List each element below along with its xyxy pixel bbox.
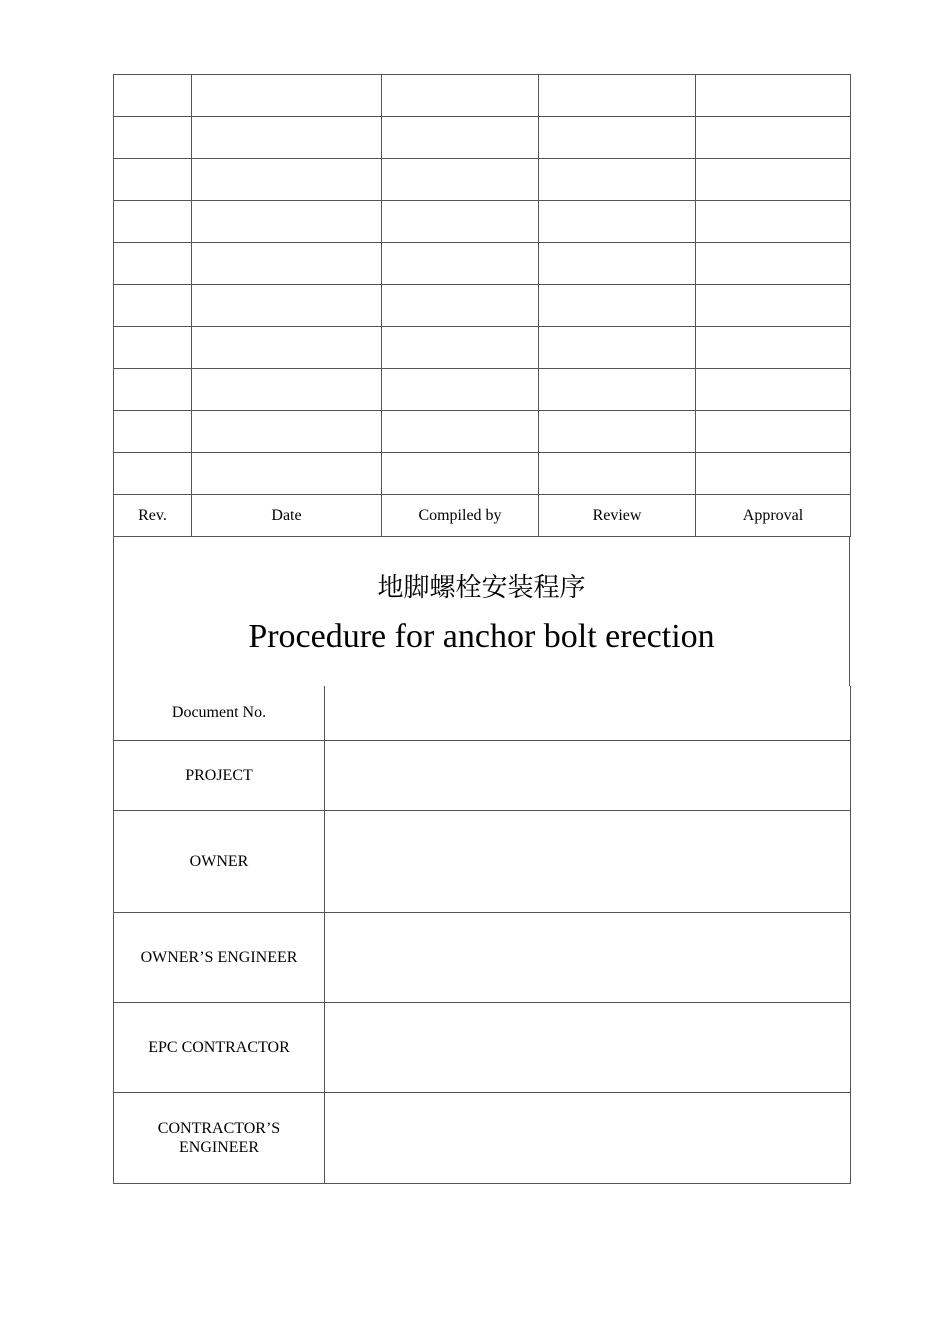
contractors-engineer-label: CONTRACTOR’S ENGINEER xyxy=(114,1092,325,1183)
contractors-engineer-field[interactable] xyxy=(325,1092,851,1183)
date-cell[interactable] xyxy=(192,411,382,453)
compiled-by-cell[interactable] xyxy=(382,243,539,285)
project-label: PROJECT xyxy=(114,740,325,810)
owners-engineer-label: OWNER’S ENGINEER xyxy=(114,912,325,1002)
revision-header-row xyxy=(114,495,851,537)
title-english: Procedure for anchor bolt erection xyxy=(248,617,715,655)
rev-cell[interactable] xyxy=(114,453,192,495)
document-no-row xyxy=(114,686,851,740)
project-row xyxy=(114,740,851,810)
project-info-table xyxy=(113,686,851,1184)
approval-cell[interactable] xyxy=(696,411,851,453)
owner-label: OWNER xyxy=(114,810,325,912)
revision-row xyxy=(114,411,851,453)
rev-cell[interactable] xyxy=(114,201,192,243)
compiled-by-cell[interactable] xyxy=(382,411,539,453)
rev-header: Rev. xyxy=(114,495,192,537)
rev-cell[interactable] xyxy=(114,411,192,453)
owner-row xyxy=(114,810,851,912)
date-cell[interactable] xyxy=(192,453,382,495)
title-chinese: 地脚螺栓安装程序 xyxy=(377,572,586,603)
rev-cell[interactable] xyxy=(114,117,192,159)
approval-cell[interactable] xyxy=(696,285,851,327)
date-cell[interactable] xyxy=(192,75,382,117)
owner-field[interactable] xyxy=(325,810,851,912)
compiled-by-cell[interactable] xyxy=(382,453,539,495)
revision-row xyxy=(114,285,851,327)
approval-header: Approval xyxy=(696,495,851,537)
revision-row xyxy=(114,159,851,201)
owners-engineer-row xyxy=(114,912,851,1002)
review-cell[interactable] xyxy=(539,327,696,369)
compiled-by-cell[interactable] xyxy=(382,327,539,369)
owners-engineer-field[interactable] xyxy=(325,912,851,1002)
compiled-by-cell[interactable] xyxy=(382,159,539,201)
approval-cell[interactable] xyxy=(696,369,851,411)
revision-row xyxy=(114,369,851,411)
approval-cell[interactable] xyxy=(696,75,851,117)
approval-cell[interactable] xyxy=(696,243,851,285)
review-cell[interactable] xyxy=(539,453,696,495)
rev-cell[interactable] xyxy=(114,75,192,117)
revision-row xyxy=(114,201,851,243)
revision-row xyxy=(114,327,851,369)
contractors-engineer-row xyxy=(114,1092,851,1183)
compiled-by-cell[interactable] xyxy=(382,117,539,159)
review-header: Review xyxy=(539,495,696,537)
revision-row xyxy=(114,453,851,495)
date-cell[interactable] xyxy=(192,369,382,411)
rev-cell[interactable] xyxy=(114,243,192,285)
review-cell[interactable] xyxy=(539,285,696,327)
date-cell[interactable] xyxy=(192,201,382,243)
review-cell[interactable] xyxy=(539,201,696,243)
approval-cell[interactable] xyxy=(696,327,851,369)
cover-sheet xyxy=(113,74,850,1184)
date-header: Date xyxy=(192,495,382,537)
revision-table xyxy=(113,74,851,537)
date-cell[interactable] xyxy=(192,285,382,327)
epc-contractor-field[interactable] xyxy=(325,1002,851,1092)
compiled-by-cell[interactable] xyxy=(382,201,539,243)
rev-cell[interactable] xyxy=(114,285,192,327)
epc-contractor-row xyxy=(114,1002,851,1092)
rev-cell[interactable] xyxy=(114,159,192,201)
date-cell[interactable] xyxy=(192,243,382,285)
revision-row xyxy=(114,243,851,285)
compiled-by-cell[interactable] xyxy=(382,75,539,117)
date-cell[interactable] xyxy=(192,117,382,159)
compiled-by-cell[interactable] xyxy=(382,285,539,327)
project-field[interactable] xyxy=(325,740,851,810)
review-cell[interactable] xyxy=(539,117,696,159)
approval-cell[interactable] xyxy=(696,453,851,495)
review-cell[interactable] xyxy=(539,159,696,201)
revision-rows xyxy=(114,75,851,495)
date-cell[interactable] xyxy=(192,159,382,201)
review-cell[interactable] xyxy=(539,75,696,117)
epc-contractor-label: EPC CONTRACTOR xyxy=(114,1002,325,1092)
document-no-label: Document No. xyxy=(114,686,325,740)
compiled-by-cell[interactable] xyxy=(382,369,539,411)
approval-cell[interactable] xyxy=(696,117,851,159)
document-no-field[interactable] xyxy=(325,686,851,740)
revision-row xyxy=(114,117,851,159)
review-cell[interactable] xyxy=(539,369,696,411)
review-cell[interactable] xyxy=(539,243,696,285)
rev-cell[interactable] xyxy=(114,369,192,411)
title-block xyxy=(113,537,850,686)
date-cell[interactable] xyxy=(192,327,382,369)
title-cell xyxy=(114,537,850,686)
approval-cell[interactable] xyxy=(696,159,851,201)
revision-row xyxy=(114,75,851,117)
compiled-by-header: Compiled by xyxy=(382,495,539,537)
rev-cell[interactable] xyxy=(114,327,192,369)
approval-cell[interactable] xyxy=(696,201,851,243)
review-cell[interactable] xyxy=(539,411,696,453)
